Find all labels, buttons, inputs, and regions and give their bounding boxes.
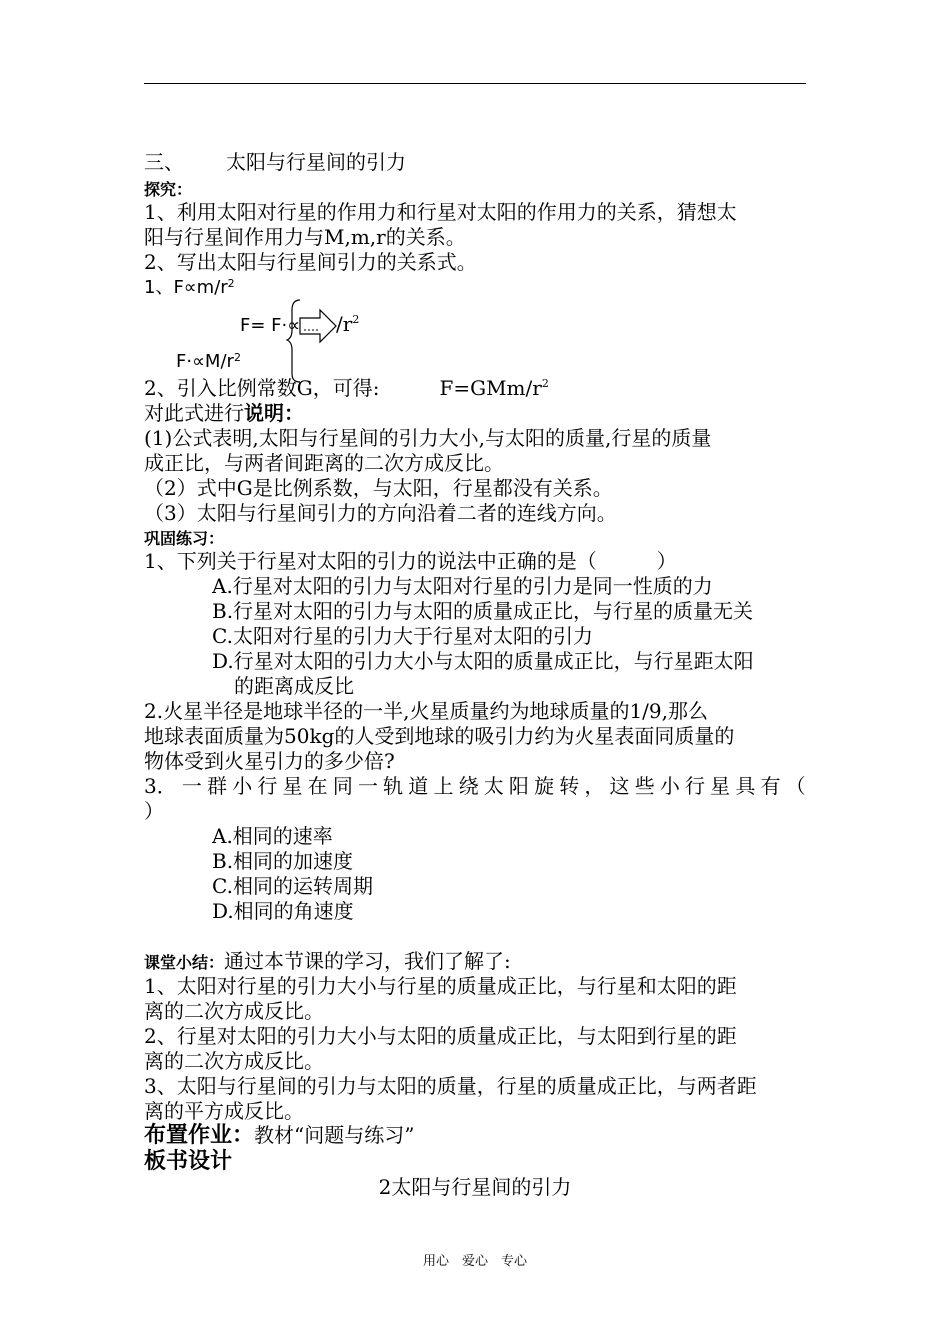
summary-line-2: 离的二次方成反比。: [144, 999, 324, 1023]
section-title: [144, 150, 406, 174]
question-3-option-d: D.相同的角速度: [212, 899, 354, 923]
q3-char: 星: [710, 774, 731, 798]
brace-arrow-graphic: [286, 296, 346, 384]
summary-heading-line: [144, 949, 511, 975]
q3-char: 具: [735, 774, 756, 798]
formula-3-exponent: 2: [233, 351, 241, 364]
question-3-option-a: A.相同的速率: [212, 824, 333, 848]
q3-char: 群: [207, 774, 228, 798]
formula-3-text: F·∝M/r: [176, 351, 234, 372]
q3-char: 绕: [458, 774, 479, 798]
q3-char: 行: [685, 774, 706, 798]
explain-line-3: （2）式中G是比例系数，与太阳，行星都没有关系。: [144, 476, 613, 500]
q3-char: 同: [332, 774, 353, 798]
header-rule: [144, 83, 806, 84]
formula-2-right: [336, 312, 359, 336]
formula-1-exponent: 2: [227, 277, 235, 290]
formula-1: [144, 276, 235, 300]
q3-char: 有: [760, 774, 781, 798]
q3-char: 阳: [508, 774, 529, 798]
q3-char: ，: [584, 774, 605, 798]
q3-char: 旋: [534, 774, 555, 798]
formula-3: [176, 350, 241, 374]
q3-char: 些: [634, 774, 655, 798]
question-1-option-b: B.行星对太阳的引力与太阳的质量成正比，与行星的质量无关: [212, 599, 754, 623]
summary-line-1: 1、太阳对行星的引力大小与行星的质量成正比，与行星和太阳的距: [144, 974, 737, 998]
homework-line: [144, 1122, 414, 1150]
arrow-right-icon: [300, 310, 336, 342]
question-3-option-c: C.相同的运转周期: [212, 874, 373, 898]
explain-bold: 说明：: [244, 401, 304, 425]
q3-char: 这: [609, 774, 630, 798]
question-2-line-1: 2.火星半径是地球半径的一半,火星质量约为地球质量的1/9,那么: [144, 699, 708, 723]
explain-heading: [144, 401, 304, 425]
explore-line-1: 1、利用太阳对行星的作用力和行星对太阳的作用力的关系，猜想太: [144, 200, 737, 224]
question-2-line-2: 地球表面质量为50kg的人受到地球的吸引力约为火星表面同质量的: [144, 724, 735, 748]
q3-char: 轨: [383, 774, 404, 798]
formula-1-text: 1、F∝m/r: [144, 277, 228, 298]
q3-char: 3．: [144, 774, 177, 798]
practice-heading: 巩固练习：: [144, 529, 225, 548]
explain-line-2: 成正比，与两者间距离的二次方成反比。: [144, 451, 504, 475]
formula-constant-label: 2、引入比例常数G，可得:: [144, 376, 380, 400]
q3-char: 上: [433, 774, 454, 798]
summary-heading: 课堂小结：: [144, 953, 225, 972]
formula-constant: F=GMm/r: [439, 376, 542, 400]
q3-char: 道: [408, 774, 429, 798]
summary-line-6: 离的平方成反比。: [144, 1099, 304, 1123]
q3-char: （: [785, 774, 806, 798]
q3-char: 一: [357, 774, 378, 798]
q3-char: 小: [232, 774, 253, 798]
formula-constant-exponent: 2: [541, 377, 549, 390]
summary-line-3: 2、行星对太阳的引力大小与太阳的质量成正比，与太阳到行星的距: [144, 1024, 737, 1048]
q3-char: 小: [659, 774, 680, 798]
question-2-line-3: 物体受到火星引力的多少倍?: [144, 749, 395, 773]
explain-prefix: 对此式进行: [144, 401, 244, 425]
homework-heading: 布置作业：: [144, 1123, 255, 1148]
formula-2-exponent: 2: [352, 313, 360, 326]
q3-char: 星: [282, 774, 303, 798]
question-1-option-d-cont: 的距离成反比: [234, 674, 354, 698]
question-1-option-a: A.行星对太阳的引力与太阳对行星的引力是同一性质的力: [212, 574, 713, 598]
formula-2-left: F= F·∝: [240, 315, 301, 336]
q3-char: 一: [181, 774, 202, 798]
summary-line-5: 3、太阳与行星间的引力与太阳的质量，行星的质量成正比，与两者距: [144, 1074, 757, 1098]
formula-constant-line: [144, 376, 549, 400]
q3-char: 太: [483, 774, 504, 798]
question-3-stem-end: ）: [144, 799, 164, 823]
explore-line-2: 阳与行星间作用力与M,m,r的关系。: [144, 225, 466, 249]
explain-line-1: (1)公式表明,太阳与行星间的引力大小,与太阳的质量,行星的质量: [144, 426, 712, 450]
summary-line-4: 离的二次方成反比。: [144, 1049, 324, 1073]
q3-char: 转: [559, 774, 580, 798]
question-3-stem: [144, 774, 806, 798]
brace-icon: [287, 300, 300, 382]
q3-char: 行: [257, 774, 278, 798]
explore-line-3: 2、写出太阳与行星间引力的关系式。: [144, 250, 477, 274]
board-heading: 板书设计: [144, 1149, 233, 1174]
homework-text: 教材“问题与练习”: [254, 1123, 415, 1147]
section-title-text: 太阳与行星间的引力: [226, 150, 406, 174]
question-1-option-d: D.行星对太阳的引力大小与太阳的质量成正比，与行星距太阳: [212, 649, 754, 673]
page-footer: 用心 爱心 专心: [422, 1254, 527, 1269]
question-3-option-b: B.相同的加速度: [212, 849, 354, 873]
board-title: 2太阳与行星间的引力: [378, 1175, 572, 1199]
question-1-option-c: C.太阳对行星的引力大于行星对太阳的引力: [212, 624, 593, 648]
section-number: 三、: [144, 150, 184, 174]
explore-heading: 探究：: [144, 180, 193, 199]
formula-2-right-text: /r: [336, 312, 353, 336]
summary-intro: 通过本节课的学习，我们了解了:: [224, 949, 511, 973]
question-1-stem: 1、下列关于行星对太阳的引力的说法中正确的是（ ）: [144, 549, 677, 573]
explain-line-4: （3）太阳与行星间引力的方向沿着二者的连线方向。: [144, 501, 617, 525]
q3-char: 在: [307, 774, 328, 798]
